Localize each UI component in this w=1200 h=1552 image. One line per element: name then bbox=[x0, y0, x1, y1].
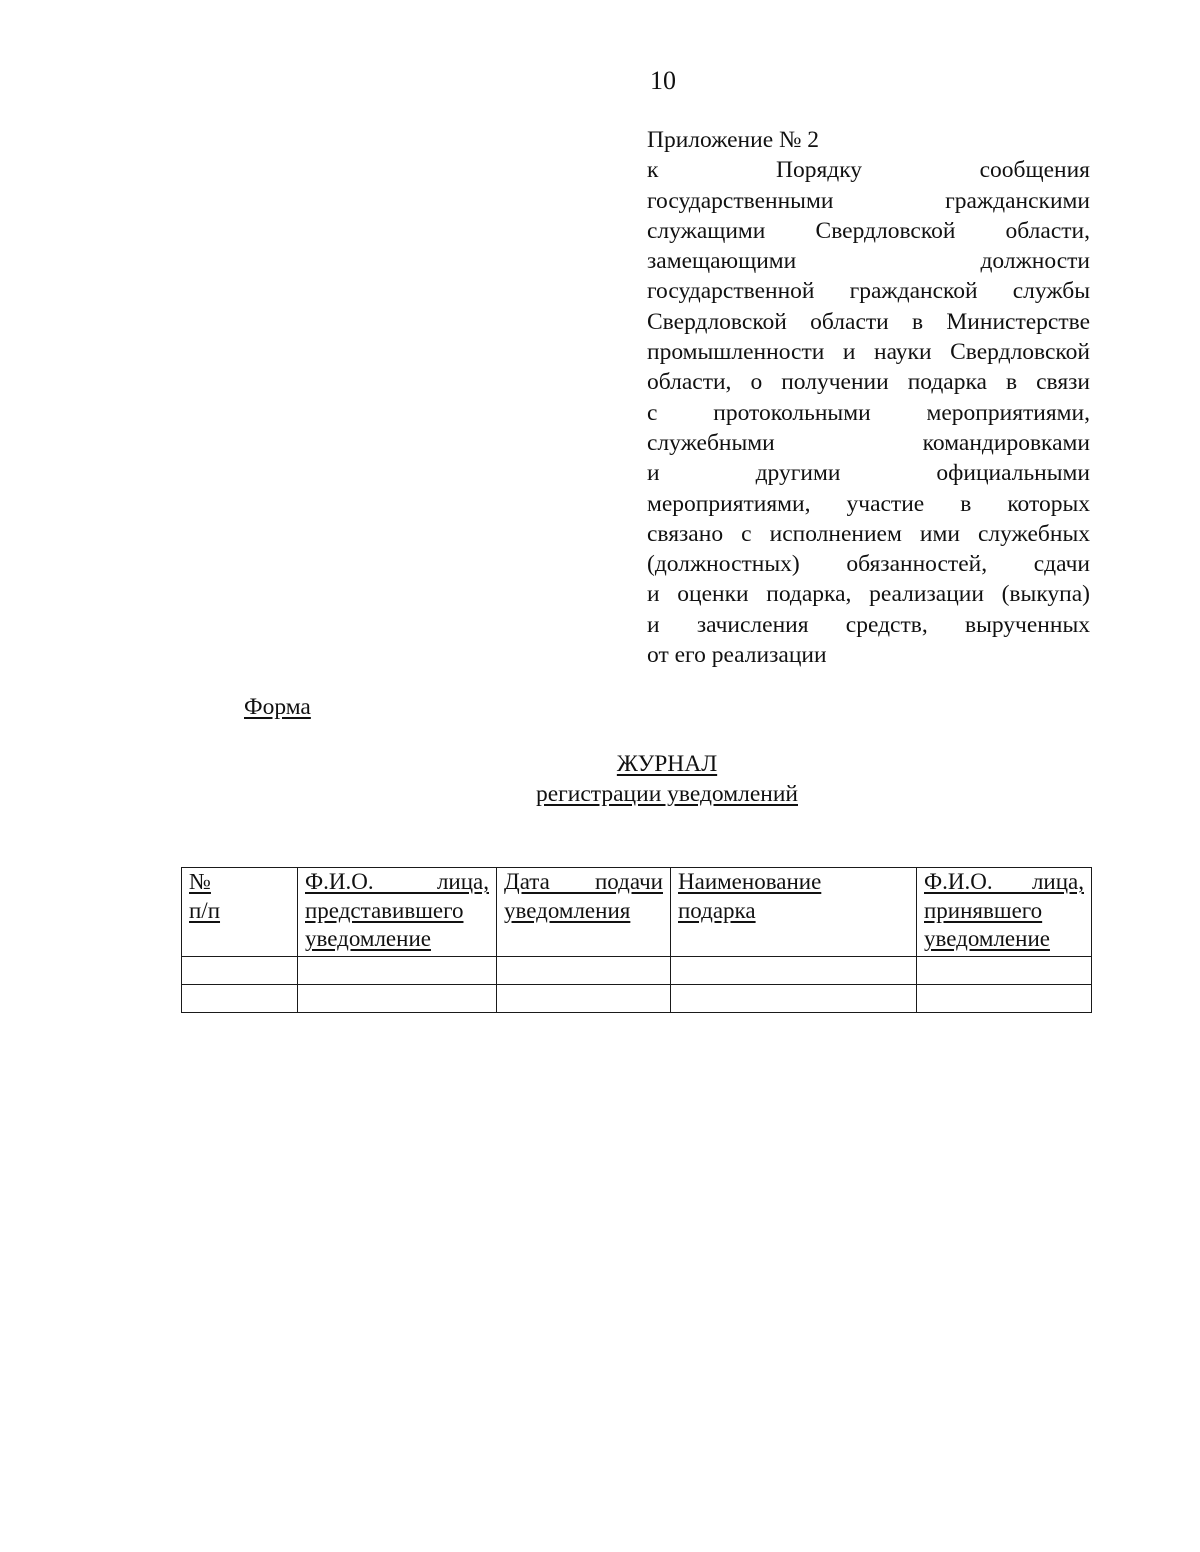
appendix-line-2: государственными гражданскими bbox=[647, 187, 1090, 214]
appendix-line-13: связано с исполнением ими служебных bbox=[647, 520, 1090, 547]
column-header-number bbox=[182, 868, 298, 957]
journal-table bbox=[181, 867, 1092, 1013]
column-header-line: представившего bbox=[305, 897, 464, 923]
appendix-line-15: и оценки подарка, реализации (выкупа) bbox=[647, 581, 1090, 608]
table-row bbox=[182, 985, 1092, 1013]
appendix-line-4: замещающими должности bbox=[647, 248, 1090, 275]
appendix-title: Приложение № 2 bbox=[647, 127, 820, 153]
column-header-line: подарка bbox=[678, 897, 756, 923]
table-cell bbox=[298, 985, 497, 1013]
table-cell bbox=[182, 985, 298, 1013]
table-cell bbox=[671, 985, 917, 1013]
table-cell bbox=[497, 985, 671, 1013]
column-header-submitter-name bbox=[298, 868, 497, 957]
appendix-line-3: служащими Свердловской области, bbox=[647, 217, 1090, 244]
column-header-line: п/п bbox=[189, 897, 221, 923]
journal-heading bbox=[340, 749, 994, 809]
column-header-receiver-name bbox=[917, 868, 1092, 957]
form-label: Форма bbox=[244, 694, 311, 720]
journal-subtitle: регистрации уведомлений bbox=[535, 781, 798, 807]
appendix-line-12: мероприятиями, участие в которых bbox=[647, 490, 1090, 517]
column-header-line: № bbox=[189, 869, 211, 894]
column-header-line: Ф.И.О. лица, bbox=[924, 869, 1084, 894]
table-header-row bbox=[182, 868, 1092, 957]
page-number: 10 bbox=[650, 66, 676, 95]
appendix-line-16: и зачисления средств, вырученных bbox=[647, 611, 1090, 638]
table-cell bbox=[917, 985, 1092, 1013]
table-cell bbox=[298, 957, 497, 985]
column-header-submission-date bbox=[497, 868, 671, 957]
appendix-line-17: от его реализации bbox=[647, 642, 827, 669]
column-header-line: Дата подачи bbox=[504, 869, 663, 894]
table-cell bbox=[917, 957, 1092, 985]
appendix-line-14: (должностных) обязанностей, сдачи bbox=[647, 551, 1090, 578]
column-header-line: Наименование bbox=[678, 869, 822, 894]
table-cell bbox=[671, 957, 917, 985]
column-header-line: уведомление bbox=[924, 926, 1050, 951]
appendix-reference bbox=[647, 125, 1090, 670]
appendix-line-6: Свердловской области в Министерстве bbox=[647, 308, 1090, 335]
table-cell bbox=[182, 957, 298, 985]
appendix-line-5: государственной гражданской службы bbox=[647, 278, 1090, 305]
appendix-line-10: служебными командировками bbox=[647, 429, 1090, 456]
appendix-line-7: промышленности и науки Свердловской bbox=[647, 339, 1090, 366]
column-header-gift-name bbox=[671, 868, 917, 957]
journal-title: ЖУРНАЛ bbox=[616, 751, 718, 777]
table-cell bbox=[497, 957, 671, 985]
column-header-line: уведомление bbox=[305, 926, 431, 951]
appendix-line-1: к Порядку сообщения bbox=[647, 157, 1090, 184]
table-row bbox=[182, 957, 1092, 985]
appendix-line-9: с протокольными мероприятиями, bbox=[647, 399, 1090, 426]
appendix-line-11: и другими официальными bbox=[647, 460, 1090, 487]
column-header-line: уведомления bbox=[504, 897, 631, 923]
appendix-line-8: области, о получении подарка в связи bbox=[647, 369, 1090, 396]
column-header-line: принявшего bbox=[924, 897, 1043, 923]
column-header-line: Ф.И.О. лица, bbox=[305, 869, 489, 894]
